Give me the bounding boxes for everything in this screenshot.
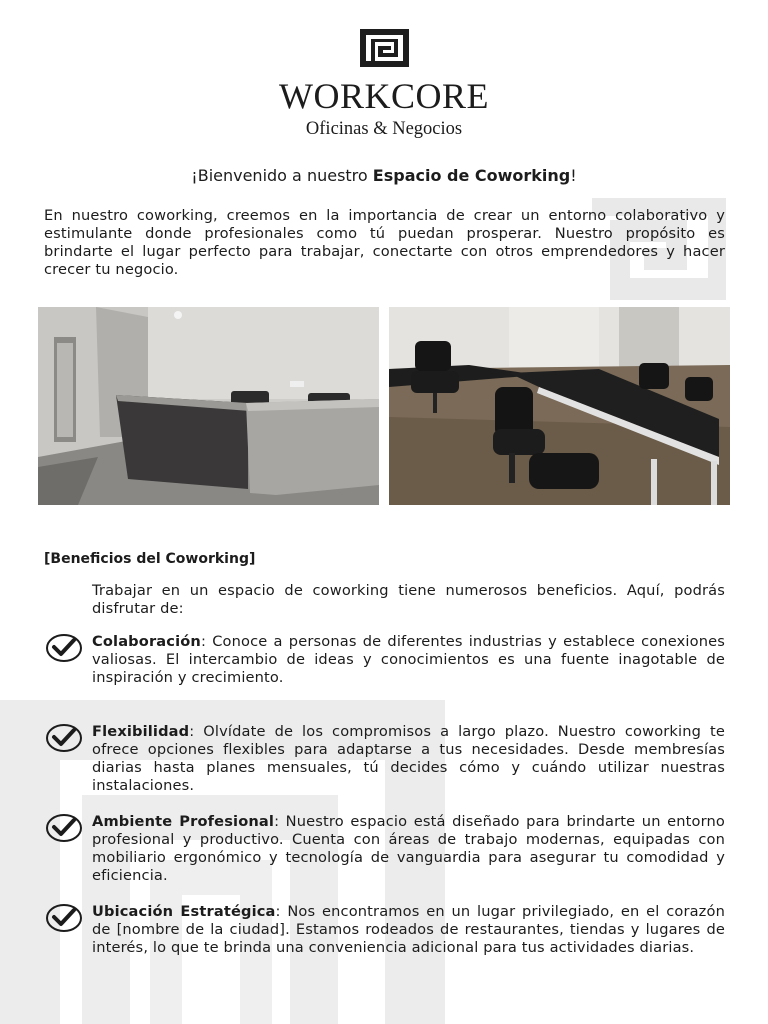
- check-circle-icon: [45, 633, 83, 663]
- benefit-text: : Nuestro espacio está diseñado para brindarte un entorno profesional y productivo. Cuenta con áreas de trabajo modernas, equipadas con mobiliario ergonómico y tecnología de vanguardia para asegurar tu comodidad y eficiencia.: [92, 813, 725, 884]
- check-circle-icon: [45, 903, 83, 933]
- benefit-item-flexibility: [44, 723, 725, 795]
- brand-name: WORKCORE: [279, 76, 489, 116]
- benefit-item-professional-environment: [44, 813, 725, 885]
- brand-tagline: Oficinas & Negocios: [305, 119, 463, 139]
- intro-paragraph: En nuestro coworking, creemos en la importancia de crear un entorno colaborativo y estimulante donde profesionales como tú puedan prosperar. Nuestro propósito es brindarte el lugar perfecto para trabajar, conectarte con otros emprendedores y hacer crecer tu negocio.: [44, 207, 725, 278]
- benefit-text: : Nos encontramos en un lugar privilegiado, en el corazón de [nombre de la ciudad]. Estamos rodeados de restaurantes, tiendas y lugares de interés, lo que te brinda una conveniencia adicional para tus actividades diarias.: [92, 903, 725, 956]
- photo-reception: [38, 307, 379, 505]
- benefits-lead: Trabajar en un espacio de coworking tiene numerosos beneficios. Aquí, podrás disfrutar de:: [92, 582, 725, 617]
- benefit-item-strategic-location: [44, 903, 725, 957]
- benefit-name: Ubicación Estratégica: [92, 903, 276, 920]
- welcome-suffix: !: [570, 166, 577, 185]
- benefit-name: Colaboración: [92, 633, 201, 650]
- check-circle-icon: [45, 813, 83, 843]
- benefit-text: : Conoce a personas de diferentes industrias y establece conexiones valiosas. El intercambio de ideas y conocimientos es una fuente inagotable de inspiración y crecimiento.: [92, 633, 725, 686]
- benefit-name: Ambiente Profesional: [92, 813, 275, 830]
- benefits-title: [Beneficios del Coworking]: [44, 551, 256, 567]
- welcome-prefix: ¡Bienvenido a nuestro: [191, 166, 373, 185]
- benefit-text: : Olvídate de los compromisos a largo plazo. Nuestro coworking te ofrece opciones flexibles para adaptarse a tus necesidades. Desde membresías diarias hasta planes mensuales, tú decides cómo y cuándo utilizar nuestras instalaciones.: [92, 723, 725, 794]
- welcome-heading: [0, 166, 768, 186]
- photo-workspace: [389, 307, 730, 505]
- check-circle-icon: [45, 723, 83, 753]
- welcome-highlight: Espacio de Coworking: [372, 166, 571, 185]
- benefit-name: Flexibilidad: [92, 723, 190, 740]
- workcore-logo-icon: [360, 29, 409, 67]
- benefit-item-collaboration: [44, 633, 725, 687]
